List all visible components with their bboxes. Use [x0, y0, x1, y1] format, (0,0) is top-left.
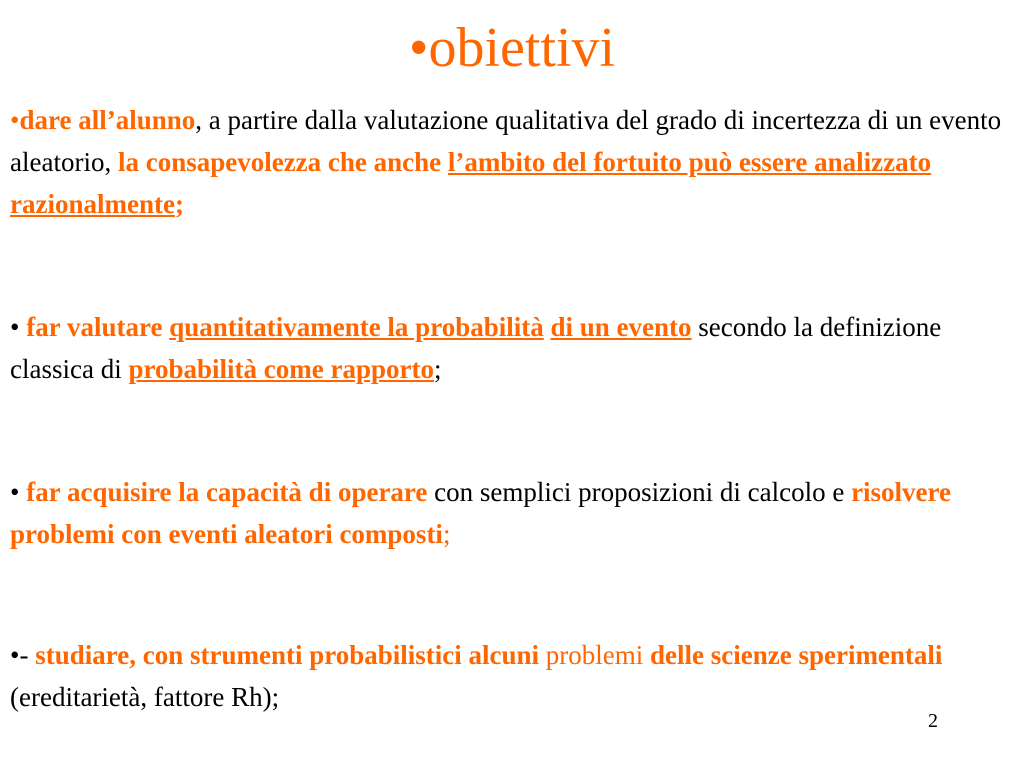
highlight-text: studiare, con strumenti probabilistici alcuni [35, 640, 540, 670]
highlight-text: far acquisire la capacità di operare [26, 477, 428, 507]
objective-bullet-4 [10, 634, 1014, 718]
accent-text: problemi [545, 640, 644, 670]
highlight-underlined-text: probabilità come rapporto [128, 354, 434, 384]
body-text: (ereditarietà, fattore Rh); [10, 682, 280, 712]
slide-title: •obiettivi [408, 17, 616, 79]
highlight-text: delle scienze sperimentali [650, 640, 943, 670]
objective-bullet-2 [10, 306, 1014, 390]
punctuation: ; [174, 189, 184, 219]
body-text: secondo la definizione classica di [10, 312, 942, 384]
highlight-text: far valutare [26, 312, 170, 342]
page-number: 2 [928, 710, 938, 732]
body-text: , a partire dalla valutazione qualitativa del grado di incertezza di un evento aleatorio, [10, 105, 1002, 177]
highlight-text: risolvere problemi con eventi aleatori composti [10, 477, 952, 549]
punctuation: ; [442, 519, 451, 549]
highlight-text: la consapevolezza che anche [117, 147, 448, 177]
objective-bullet-3 [10, 471, 1014, 555]
body-text: con semplici proposizioni di calcolo e [427, 477, 852, 507]
highlight-underlined-text: quantitativamente la probabilità [169, 312, 544, 342]
highlight-text: dare all’alunno [19, 105, 196, 135]
objective-bullet-1 [10, 99, 1014, 225]
bullet-marker: •- [10, 640, 36, 670]
spacer-text [539, 640, 546, 670]
highlight-underlined-text: di un evento [550, 312, 692, 342]
punctuation: ; [433, 354, 442, 384]
bullet-marker: • [10, 312, 27, 342]
bullet-marker: • [10, 105, 20, 135]
highlight-underlined-text: l’ambito del fortuito può essere analizzato razionalmente [10, 147, 932, 219]
spacer-text [643, 640, 650, 670]
bullet-marker: • [10, 477, 27, 507]
